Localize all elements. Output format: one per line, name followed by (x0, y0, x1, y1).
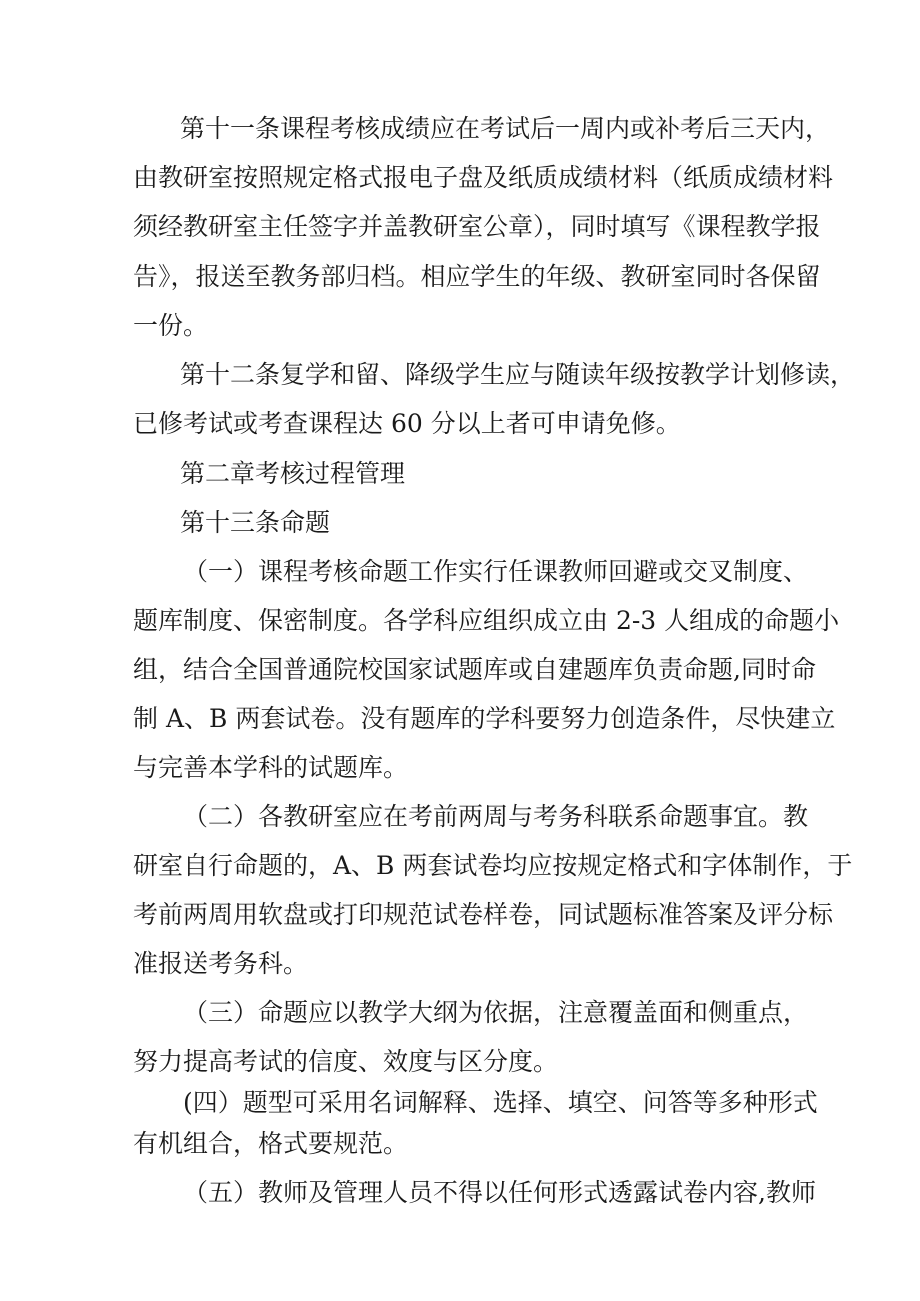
paragraph-line: 有机组合，格式要规范。 (133, 1129, 409, 1158)
paragraph-line: 第十二条复学和留、降级学生应与随读年级按教学计划修读， (180, 360, 856, 389)
paragraph-line: （三）命题应以教学大纲为依据，注意覆盖面和侧重点， (183, 998, 809, 1027)
paragraph-line: （二）各教研室应在考前两周与考务科联系命题事宜。教 (183, 802, 809, 831)
paragraph-line: 已修考试或考查课程达 60 分以上者可申请免修。 (133, 409, 681, 438)
paragraph-line: 与完善本学科的试题库。 (133, 753, 409, 782)
paragraph-line: 一份。 (133, 311, 209, 340)
paragraph-line: （一）课程考核命题工作实行任课教师回避或交叉制度、 (183, 557, 809, 586)
paragraph-line: 告》，报送至教务部归档。相应学生的年级、教研室同时各保留 (133, 262, 821, 291)
paragraph-line: 研室自行命题的，A、B 两套试卷均应按规定格式和字体制作，于 (133, 851, 853, 880)
paragraph-line: (四）题型可采用名词解释、选择、填空、问答等多种形式 (183, 1088, 818, 1117)
paragraph-line: 努力提高考试的信度、效度与区分度。 (133, 1047, 559, 1076)
paragraph-line: 第十一条课程考核成绩应在考试后一周内或补考后三天内， (180, 114, 831, 143)
chapter-heading: 第二章考核过程管理 (180, 459, 406, 488)
paragraph-line: 考前两周用软盘或打印规范试卷样卷，同试题标准答案及评分标 (133, 900, 834, 929)
paragraph-line: 须经教研室主任签字并盖教研室公章），同时填写《课程教学报 (133, 212, 821, 241)
paragraph-line: （五）教师及管理人员不得以任何形式透露试卷内容,教师 (183, 1178, 816, 1207)
paragraph-line: 组，结合全国普通院校国家试题库或自建题库负责命题,同时命 (133, 655, 816, 684)
paragraph-line: 题库制度、保密制度。各学科应组织成立由 2-3 人组成的命题小 (133, 606, 840, 635)
article-heading: 第十三条命题 (180, 508, 331, 537)
paragraph-line: 由教研室按照规定格式报电子盘及纸质成绩材料（纸质成绩材料 (133, 163, 834, 192)
paragraph-line: 制 A、B 两套试卷。没有题库的学科要努力创造条件，尽快建立 (133, 704, 836, 733)
paragraph-line: 准报送考务科。 (133, 949, 309, 978)
